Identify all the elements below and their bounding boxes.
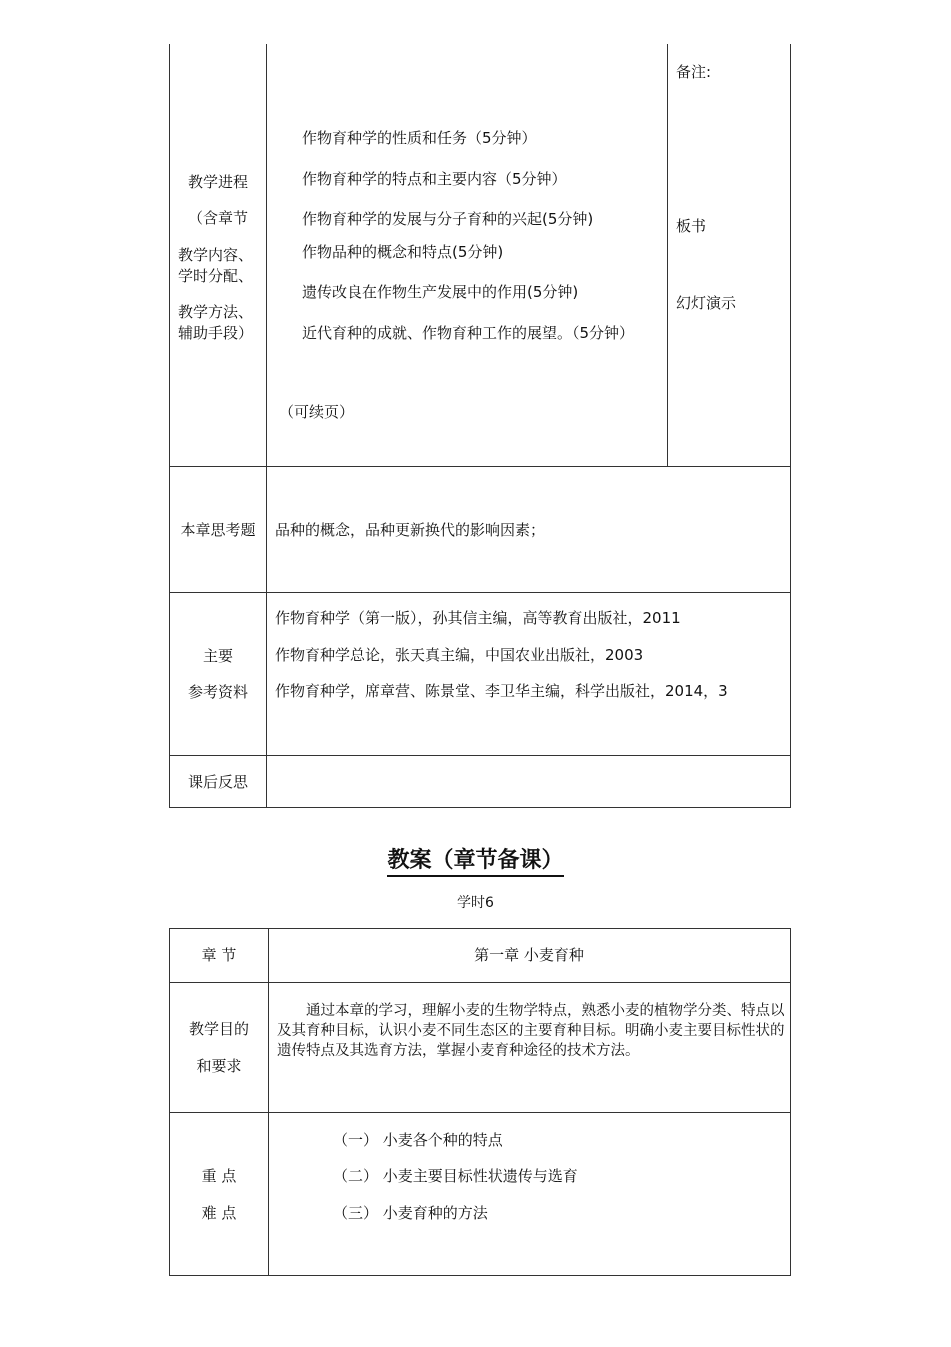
table1-remarks-divider bbox=[667, 44, 668, 467]
progress-item: 作物育种学的性质和任务（5分钟） bbox=[302, 129, 537, 147]
key-points-label-line: 难 点 bbox=[201, 1204, 237, 1222]
table2-row-divider bbox=[169, 982, 791, 983]
chapter-label: 章 节 bbox=[201, 946, 237, 964]
table2-left-border bbox=[169, 928, 170, 1276]
progress-label-line: （含章节 bbox=[187, 209, 248, 227]
reflection-label: 课后反思 bbox=[187, 773, 248, 791]
table1-row-divider bbox=[169, 466, 791, 467]
hours-label: 学时6 bbox=[457, 895, 494, 911]
key-point-item: （二） 小麦主要目标性状遗传与选育 bbox=[333, 1167, 578, 1185]
objectives-label-line: 和要求 bbox=[196, 1057, 242, 1075]
progress-item: 近代育种的成就、作物育种工作的展望。（5分钟） bbox=[302, 324, 635, 342]
questions-label: 本章思考题 bbox=[180, 521, 256, 539]
objectives-content: 通过本章的学习，理解小麦的生物学特点，熟悉小麦的植物学分类、特点以及其育种目标，认识小麦不同生态区的主要育种目标。明确小麦主要目标性状的遗传特点及其选育方法，掌握小麦育种途径的技术方法。 bbox=[277, 1003, 785, 1059]
progress-item: 遗传改良在作物生产发展中的作用(5分钟) bbox=[302, 283, 579, 301]
table1-row-divider bbox=[169, 592, 791, 593]
key-points-label-line: 重 点 bbox=[201, 1167, 237, 1185]
progress-item: 作物育种学的发展与分子育种的兴起(5分钟) bbox=[302, 210, 594, 228]
table1-bottom-border bbox=[169, 807, 791, 808]
table2-right-border bbox=[790, 928, 791, 1276]
key-point-item: （三） 小麦育种的方法 bbox=[333, 1204, 488, 1222]
reference-item: 作物育种学，席章营、陈景堂、李卫华主编，科学出版社，2014，3 bbox=[275, 682, 728, 700]
document-title-text: 教案（章节备课） bbox=[387, 848, 563, 877]
remarks-item: 幻灯演示 bbox=[676, 294, 737, 312]
progress-label-line: 辅助手段） bbox=[178, 324, 254, 342]
questions-content: 品种的概念，品种更新换代的影响因素； bbox=[275, 521, 546, 539]
continue-note: （可续页） bbox=[279, 403, 355, 421]
references-label-line: 主要 bbox=[202, 647, 233, 665]
table1-row-divider bbox=[169, 755, 791, 756]
table2-top-border bbox=[169, 928, 791, 929]
progress-item: 作物品种的概念和特点(5分钟) bbox=[302, 243, 504, 261]
progress-item: 作物育种学的特点和主要内容（5分钟） bbox=[302, 170, 567, 188]
table2-col-divider bbox=[268, 928, 269, 1276]
progress-label-line: 学时分配、 bbox=[178, 267, 254, 285]
reference-item: 作物育种学（第一版），孙其信主编，高等教育出版社，2011 bbox=[275, 609, 681, 627]
objectives-label-line: 教学目的 bbox=[188, 1020, 249, 1038]
progress-label-line: 教学进程 bbox=[187, 173, 248, 191]
progress-label-line: 教学方法、 bbox=[178, 303, 254, 321]
remarks-item: 板书 bbox=[676, 217, 707, 235]
key-point-item: （一） 小麦各个种的特点 bbox=[333, 1131, 503, 1149]
chapter-value: 第一章 小麦育种 bbox=[474, 946, 584, 964]
table1-right-border bbox=[790, 44, 791, 808]
progress-label-line: 教学内容、 bbox=[178, 246, 254, 264]
reference-item: 作物育种学总论，张天真主编，中国农业出版社，2003 bbox=[275, 646, 644, 664]
remarks-label: 备注: bbox=[676, 63, 712, 81]
table2-bottom-border bbox=[169, 1275, 791, 1276]
references-label-line: 参考资料 bbox=[187, 683, 248, 701]
document-title bbox=[0, 850, 951, 872]
table2-row-divider bbox=[169, 1112, 791, 1113]
